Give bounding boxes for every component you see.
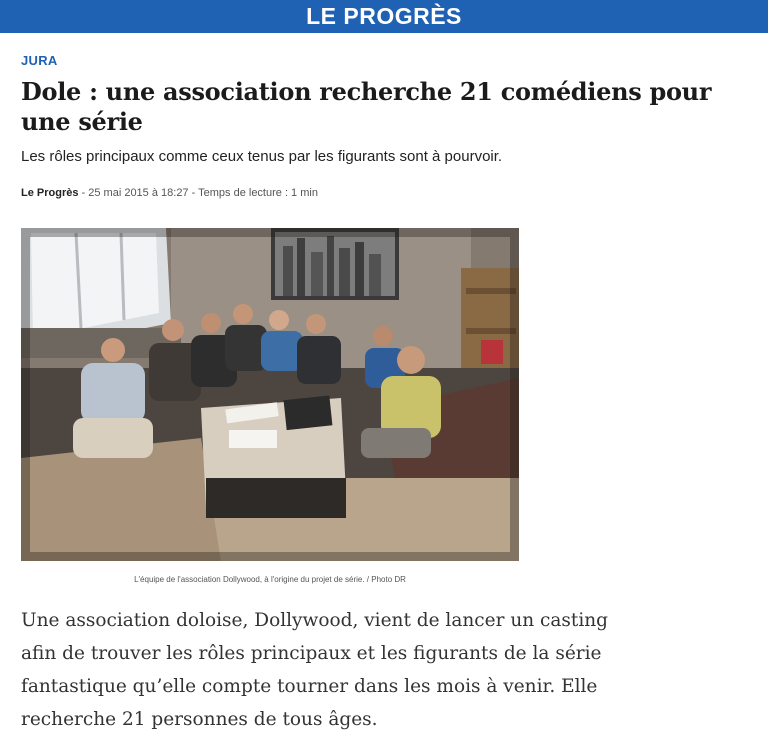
site-logo[interactable]: LE PROGRÈS [306,3,462,29]
article [0,53,768,736]
article-body: Une association doloise, Dollywood, vient de lancer un casting afin de trouver les rôles principaux et les figurants de la série fantastique qu’elle compte tourner dans les mois à venir. Elle recherche 21 personnes de tous âges. [21,610,609,730]
site-header [0,0,768,33]
byline-source: Le Progrès [21,187,79,199]
article-rubric[interactable]: JURA [21,53,58,68]
article-byline [21,187,747,199]
article-photo[interactable] [21,228,519,561]
article-title: Dole : une association recherche 21 comédiens pour une série [21,77,712,136]
article-subtitle: Les rôles principaux comme ceux tenus par les figurants sont à pourvoir. [21,148,503,165]
group-photo-illustration [21,228,519,561]
byline-details: - 25 mai 2015 à 18:27 - Temps de lecture : 1 min [81,187,318,199]
photo-caption: L'équipe de l'association Dollywood, à l'origine du projet de série. / Photo DR [134,575,406,584]
